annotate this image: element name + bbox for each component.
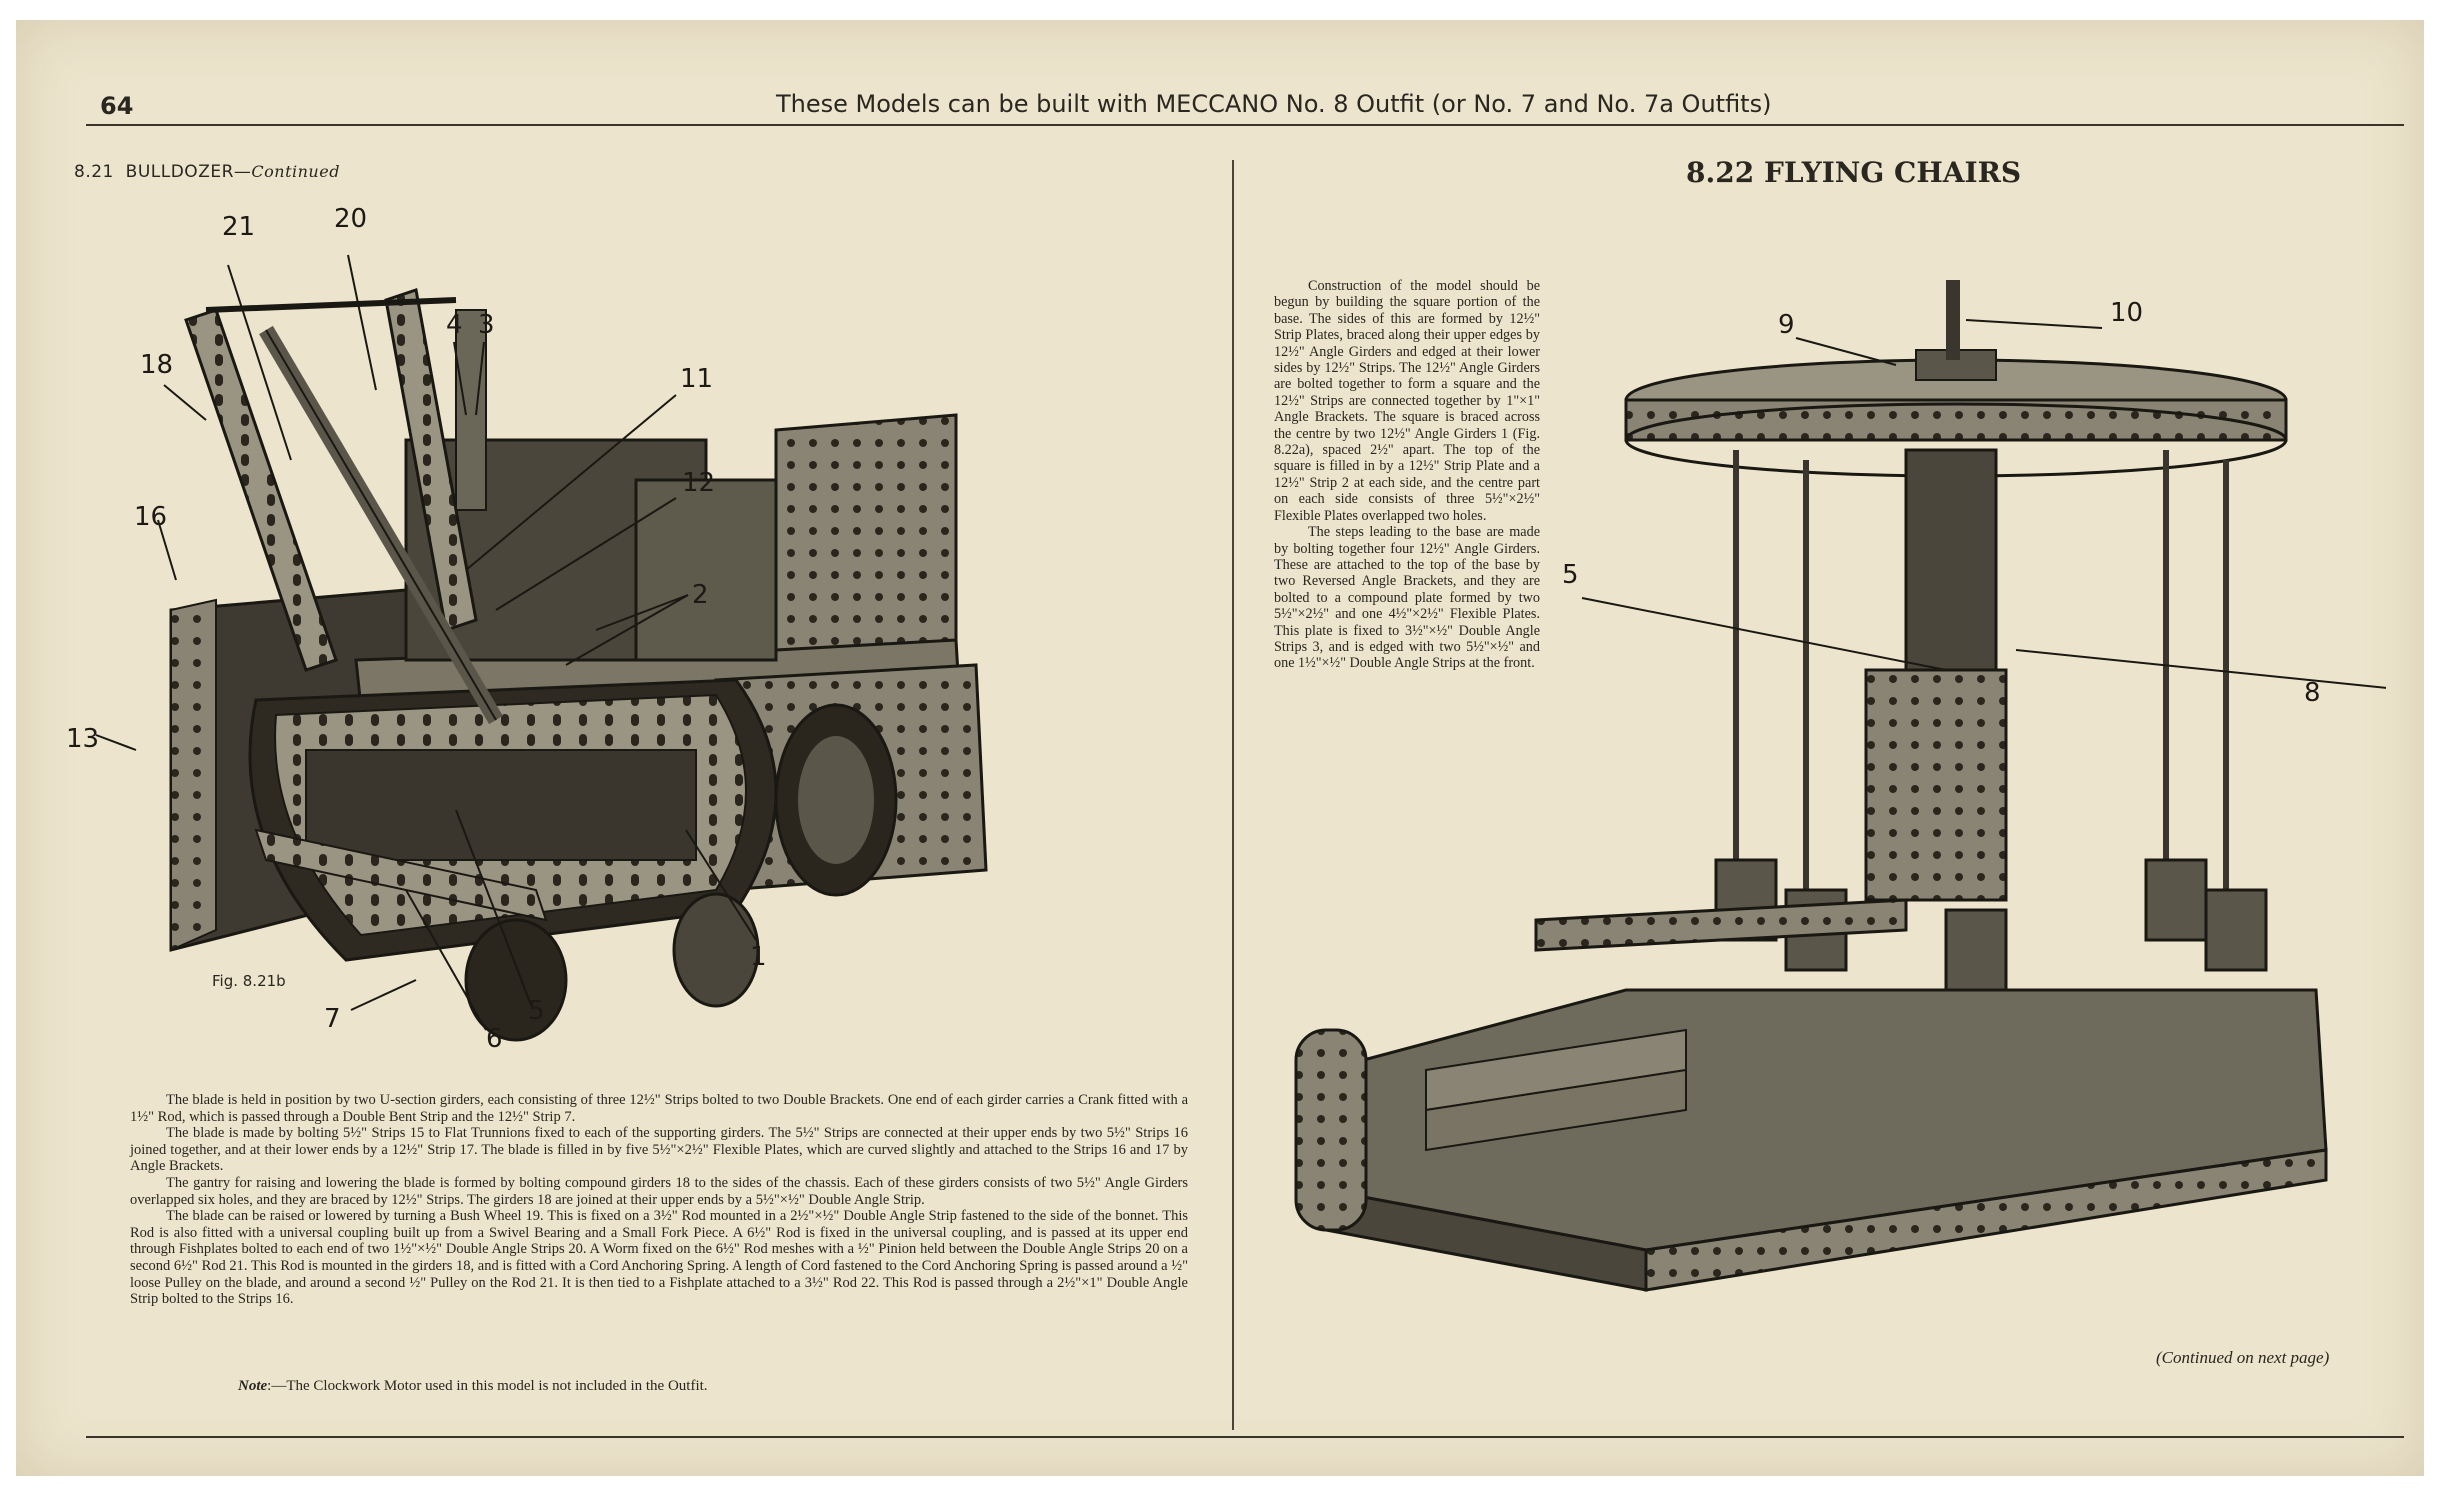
note (238, 1378, 708, 1395)
note-text: :—The Clockwork Motor used in this model is not included in the Outfit. (267, 1378, 708, 1394)
section-name: BULLDOZER— (125, 162, 252, 182)
column-divider (1232, 160, 1234, 1430)
callout-12: 12 (682, 468, 716, 498)
flying-chairs-illustration (1266, 250, 2386, 1360)
bulldozer-illustration (76, 190, 1196, 1070)
paragraph: The gantry for raising and lowering the blade is formed by bolting compound girders 18 to the sides of the chassis. Each of these girders consists of two 5½" Angle Girders overlapped six holes, and they are braced by 12½" Strips. The girders 18 are joined at their upper ends by a 5½"×½" Double Angle Strip. (130, 1174, 1188, 1208)
callout-10: 10 (2110, 298, 2144, 328)
book-page (16, 20, 2424, 1476)
paragraph: The blade is held in position by two U-section girders, each consisting of three 12½" Strips bolted to two Double Brackets. One end of each girder carries a Crank fitted with a 1½" Rod, which is passed through a Double Bent Strip and the 12½" Strip 7. (130, 1092, 1188, 1125)
bulldozer-text (130, 1092, 1188, 1308)
callout-13: 13 (66, 724, 100, 754)
callout-20: 20 (334, 204, 368, 234)
callout-5: 5 (528, 996, 545, 1026)
section-number: 8.21 (74, 162, 114, 182)
callout-18: 18 (140, 350, 174, 380)
running-header: These Models can be built with MECCANO No. 8 Outfit (or No. 7 and No. 7a Outfits) (776, 90, 1772, 118)
paragraph: The steps leading to the base are made by bolting together four 12½" Angle Girders. These are attached to the top of the base by two Reversed Angle Brackets, and they are bolted to a compound plate formed by two 5½"×2½" and one 4½"×2½" Flexible Plates. This plate is fixed to 3½"×½" Double Angle Strips 3, and is edged with two 5½"×½" and one 1½"×½" Double Angle Strips at the front. (1274, 524, 1540, 672)
paragraph: Construction of the model should be begun by building the square portion of the base. The sides of this are formed by 12½" Strip Plates, braced along their upper edges by 12½" Angle Girders and edged at their lower sides by 12½" Strips. The 12½" Angle Girders are bolted together to form a square and the 12½" Strips are connected together by 1"×1" Angle Brackets. The square is braced across the centre by two 12½" Angle Girders 1 (Fig. 8.22a), spaced 2½" apart. The top of the square is filled in by a 12½" Strip Plate and a 12½" Strip 2 at each side, and the centre part on each side consists of three 5½"×2½" Flexible Plates overlapped two holes. (1274, 278, 1540, 524)
callout-2: 2 (692, 580, 709, 610)
callout-1: 1 (750, 942, 767, 972)
footer-rule (86, 1436, 2404, 1438)
callout-7: 7 (324, 1004, 341, 1034)
callout-8: 8 (2304, 678, 2321, 708)
callout-4: 4 (446, 310, 463, 340)
paragraph: The blade can be raised or lowered by turning a Bush Wheel 19. This is fixed on a 3½" Rod mounted in a 2½"×½" Double Angle Strip fastened to the side of the bonnet. This Rod is also fitted with a universal coupling built up from a Swivel Bearing and a Small Fork Piece. A 6½" Rod is fixed in the universal coupling, and is passed at its upper end through Fishplates bolted to each end of two 1½"×½" Double Angle Strips 20. A Worm fixed on the 6½" Rod meshes with a ½" Pinion held between the Double Angle Strips 20 on a second 6½" Rod 21. This Rod is mounted in the girders 18, and is fitted with a Cord Anchoring Spring. A length of Cord fastened to the Cord Anchoring Spring is passed around a ½" loose Pulley on the blade, and around a second ½" Pulley on the Rod 21. It is then tied to a Fishplate attached to a 3½" Rod 22. This Rod is passed through a 2½"×1" Double Angle Strip bolted to the Strips 16. (130, 1208, 1188, 1308)
paragraph: The blade is made by bolting 5½" Strips 15 to Flat Trunnions fixed to each of the supporting girders. The 5½" Strips are connected at their upper ends by two 5½" Strips 16 joined together, and at their lower ends by a 12½" Strip 17. The blade is filled in by five 5½"×2½" Flexible Plates, which are curved slightly and attached to the Strips 16 and 17 by Angle Brackets. (130, 1125, 1188, 1175)
note-label: Note (238, 1378, 268, 1394)
callout-16: 16 (134, 502, 168, 532)
callout-11: 11 (680, 364, 714, 394)
header-rule (86, 124, 2404, 126)
callout-9: 9 (1778, 310, 1795, 340)
callout-6: 6 (486, 1024, 503, 1054)
continued-note: (Continued on next page) (2156, 1348, 2330, 1367)
callout-21: 21 (222, 212, 256, 242)
right-section-heading: 8.22 FLYING CHAIRS (1686, 156, 2022, 189)
callout-3: 3 (478, 310, 495, 340)
left-section-heading (74, 162, 340, 182)
figure-caption: Fig. 8.21b (212, 972, 286, 990)
callout-5: 5 (1562, 560, 1579, 590)
section-continued: Continued (251, 162, 340, 181)
page-number: 64 (100, 92, 134, 120)
